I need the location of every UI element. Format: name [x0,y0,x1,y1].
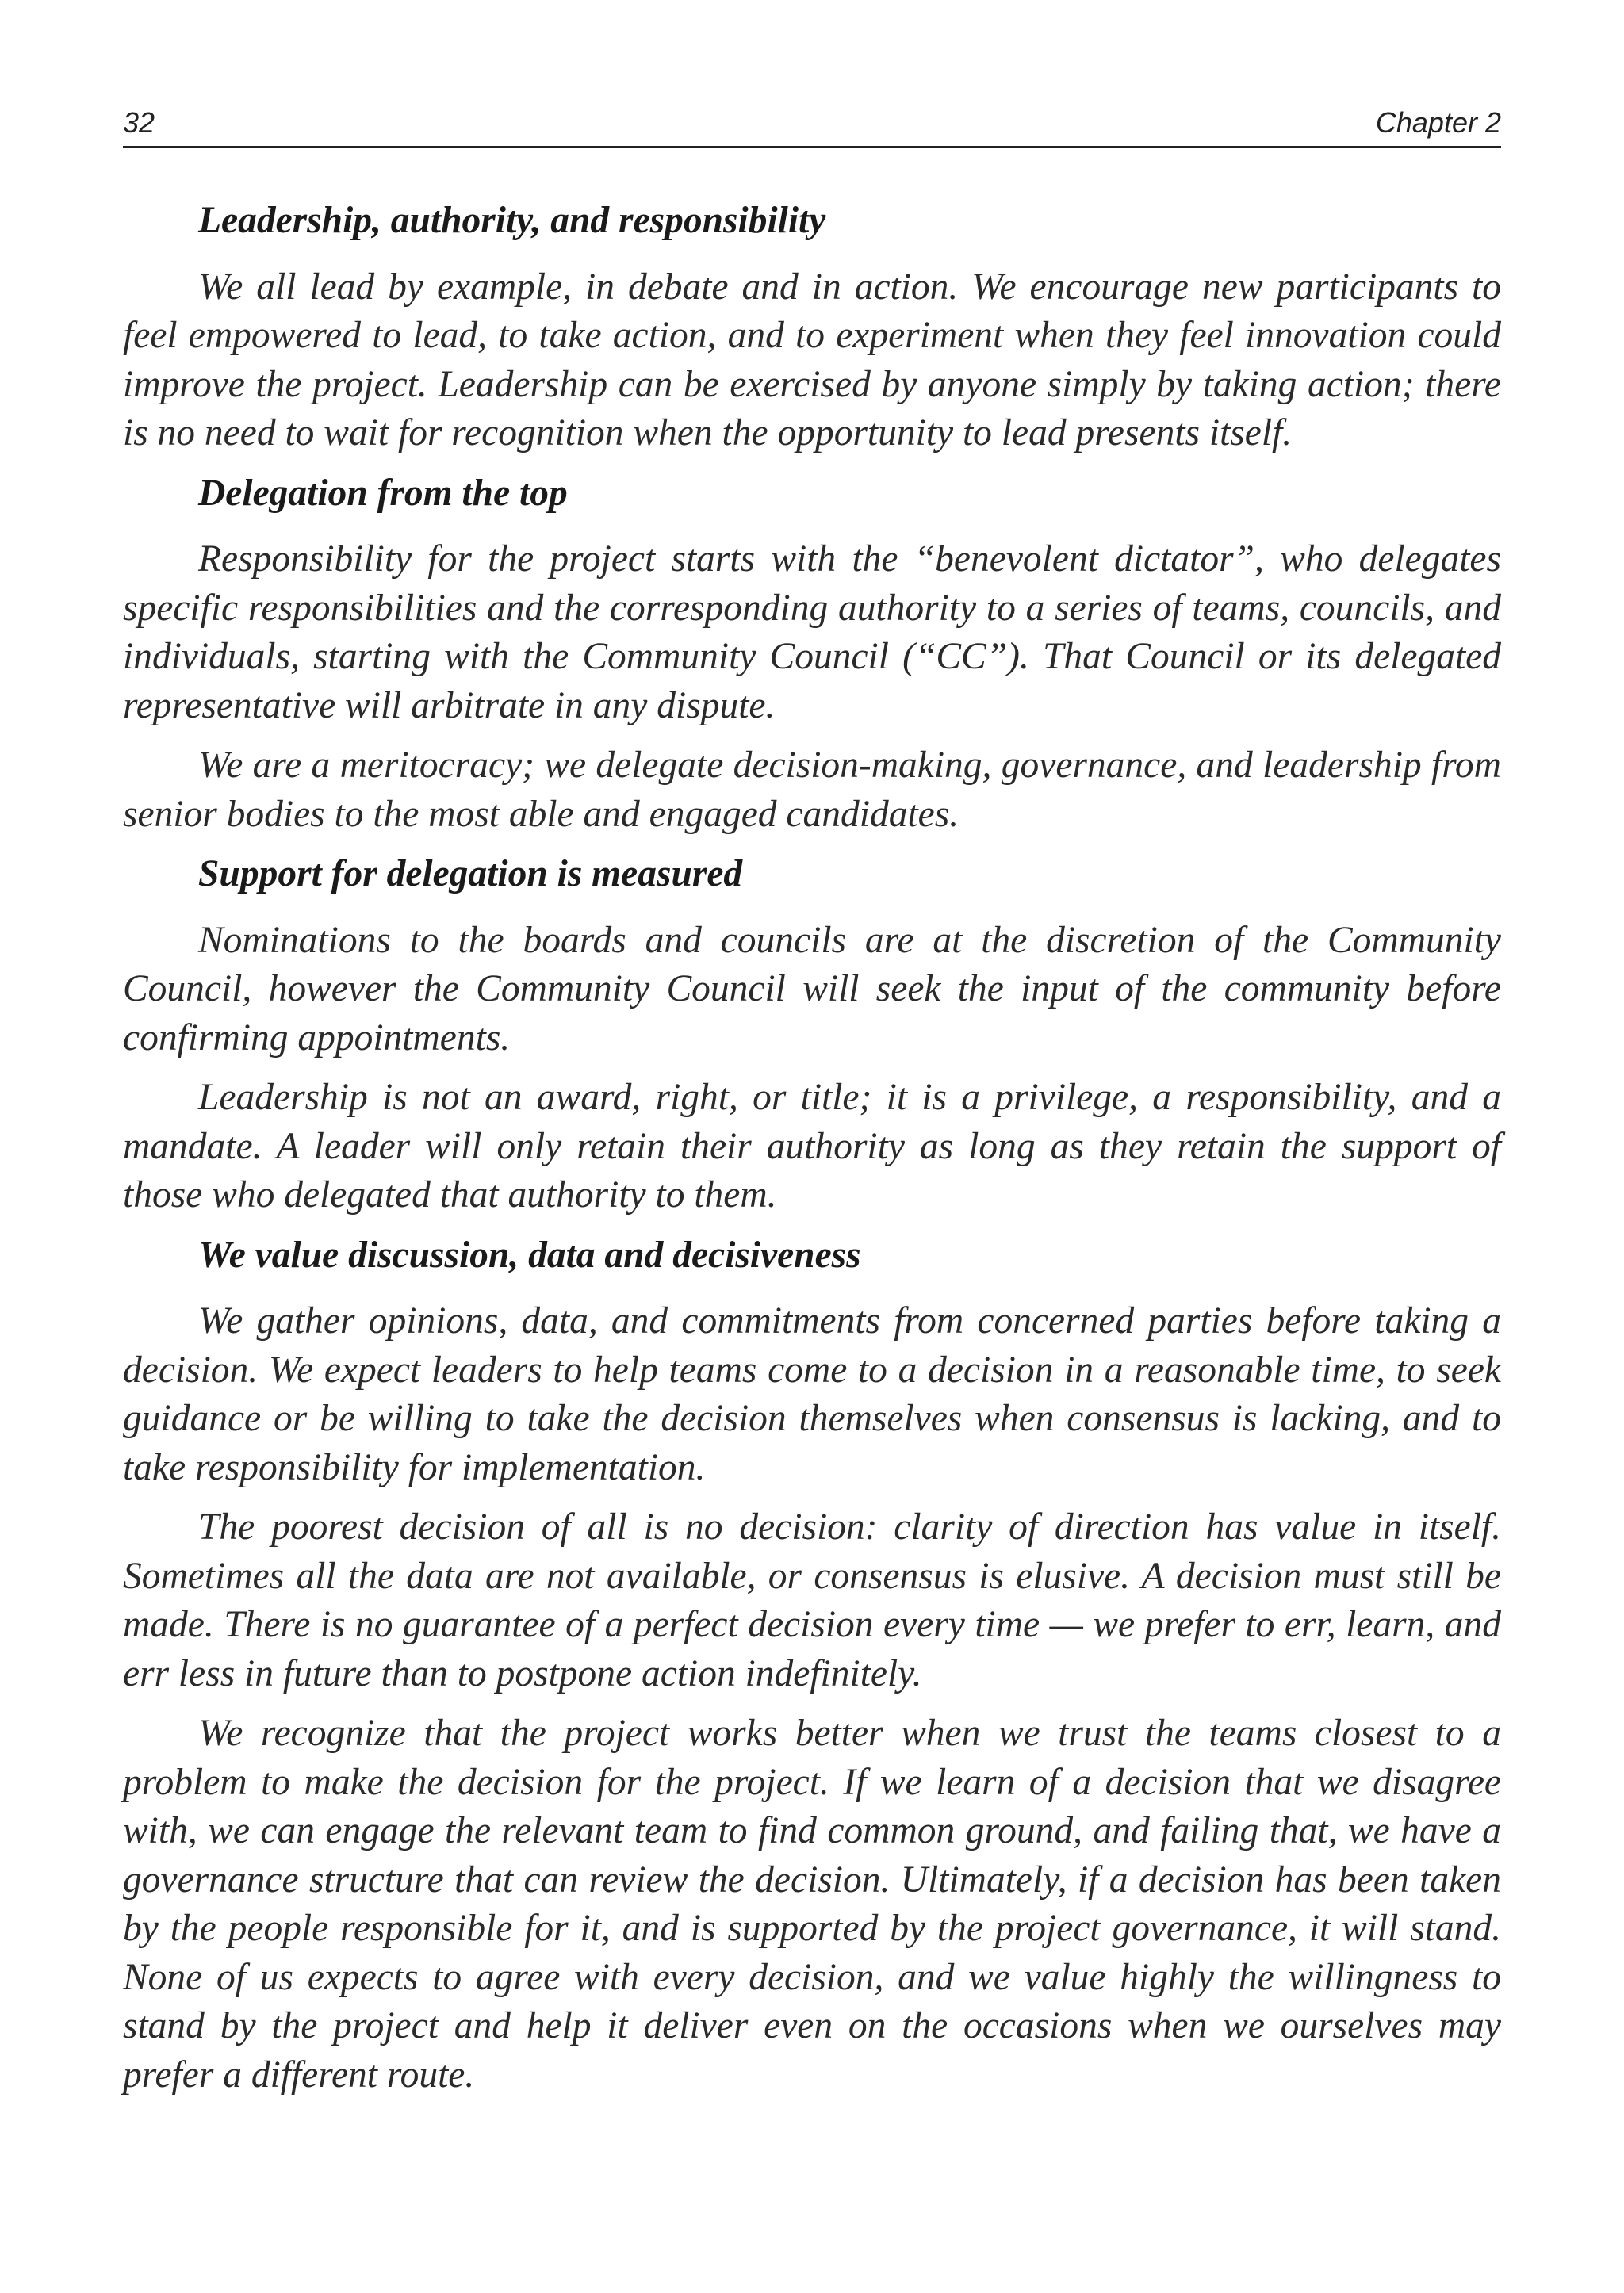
chapter-label: Chapter 2 [1375,106,1501,139]
paragraph: We are a meritocracy; we delegate decision-making, governance, and leadership from senior bodies to the most able and engaged candidates. [123,745,1501,835]
body-text [123,190,1501,2111]
section-heading-leadership: Leadership, authority, and responsibility [198,200,826,241]
paragraph: Responsibility for the project starts with the “benevolent dictator”, who delegates specific responsibilities and the corresponding authority to a series of teams, councils, and individuals, starting with the Community Council (“CC”). That Council or its delegated representative will arbitrate in any dispute. [123,538,1501,726]
paragraph: We all lead by example, in debate and in action. We encourage new participants to feel empowered to lead, to take action, and to experiment when they feel innovation could improve the project. Leadership can be exercised by anyone simply by taking action; there is no need to wait for recognition when the opportunity to lead presents itself. [123,266,1501,454]
paragraph: Nominations to the boards and councils are at the discretion of the Community Council, however the Community Council will seek the input of the community before confirming appointments. [123,919,1501,1058]
section-heading-delegation: Delegation from the top [198,472,568,514]
paragraph: We gather opinions, data, and commitments from concerned parties before taking a decision. We expect leaders to help teams come to a decision in a reasonable time, to seek guidance or be willing to take the decision themselves when consensus is lacking, and to take responsibility for implementation. [123,1300,1501,1488]
section-heading-discussion: We value discussion, data and decisiveness [198,1234,861,1276]
section-heading-support: Support for delegation is measured [198,853,743,894]
paragraph: Leadership is not an award, right, or title; it is a privilege, a responsibility, and a mandate. A leader will only retain their authority as long as they retain the support of those who delegated that authority to them. [123,1077,1501,1215]
paragraph: The poorest decision of all is no decision: clarity of direction has value in itself. Sometimes all the data are not available, or consensus is elusive. A decision must still be made. There is no guarantee of a perfect decision every time — we prefer to err, learn, and err less in future than to postpone action indefinitely. [123,1506,1501,1694]
paragraph: We recognize that the project works better when we trust the teams closest to a problem to make the decision for the project. If we learn of a decision that we disagree with, we can engage the relevant team to find common ground, and failing that, we have a governance structure that can review the decision. Ultimately, if a decision has been taken by the people responsible for it, and is supported by the project governance, it will stand. None of us expects to agree with every decision, and we value highly the willingness to stand by the project and help it deliver even on the occasions when we ourselves may prefer a different route. [123,1713,1501,2096]
page-number: 32 [123,106,155,139]
running-head [123,101,1501,148]
